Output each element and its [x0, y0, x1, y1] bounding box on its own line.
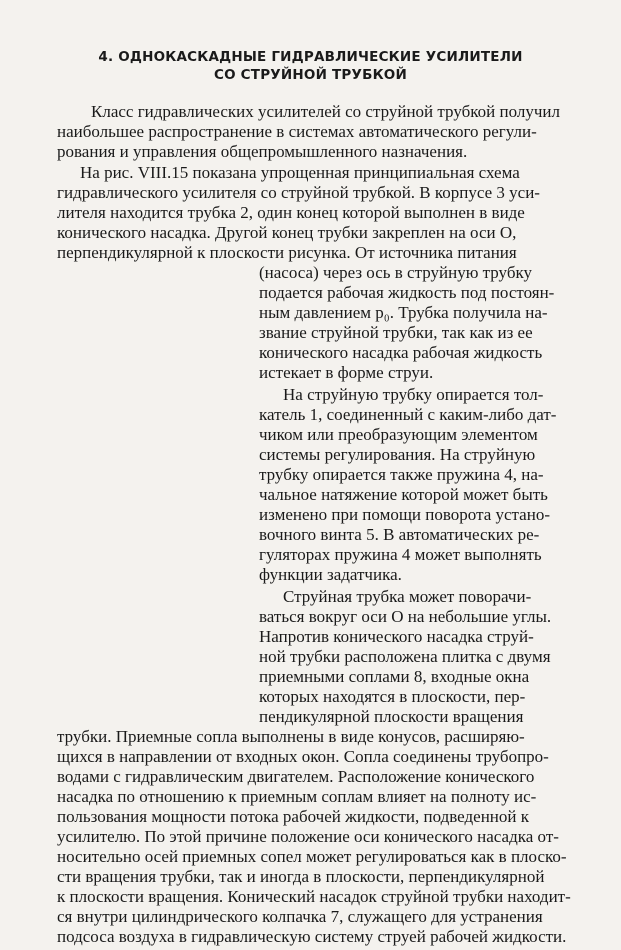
para2-line: ным давлением p₀. Трубка получила на- — [259, 303, 548, 322]
para4-line: пендикулярной плоскости вращения — [259, 707, 524, 726]
para4-line: Струйная трубка может поворачи- — [283, 587, 532, 606]
para2-line: гидравлического усилителя со струйной трубкой. В корпусе 3 уси- — [57, 183, 540, 202]
para4-line: щихся в направлении от входных окон. Сопла соединены трубопро- — [57, 747, 549, 766]
para4-line: трубки. Приемные сопла выполнены в виде конусов, расширяю- — [57, 727, 525, 746]
para4-line: ся внутри цилиндрического колпачка 7, служащего для устранения — [57, 907, 543, 926]
para3-line: системы регулирования. На струйную — [259, 445, 536, 464]
para2-line: (насоса) через ось в струйную трубку — [259, 263, 533, 282]
para2-line: лителя находится трубка 2, один конец которой выполнен в виде — [57, 203, 525, 222]
para4-line: которых находятся в плоскости, пер- — [259, 687, 526, 706]
para4-line: усилителю. По этой причине положение оси конического насадка от- — [57, 827, 559, 846]
para3-line: чиком или преобразующим элементом — [259, 425, 538, 444]
para3-line: функции задатчика. — [259, 565, 402, 584]
para4-line: приемными соплами 8, входные окна — [259, 667, 530, 686]
para4-line: пользования мощности потока рабочей жидкости, подведенной к — [57, 807, 529, 826]
para3-line: изменено при помощи поворота устано- — [259, 505, 550, 524]
para4-line: ваться вокруг оси О на небольшие углы. — [259, 607, 552, 626]
para2-line: конического насадка. Другой конец трубки закреплен на оси О, — [57, 223, 517, 242]
para3-line: чальное натяжение которой может быть — [259, 485, 548, 504]
para3-line: трубку опирается также пружина 4, на- — [259, 465, 544, 484]
para4-line: подсоса воздуха в гидравлическую систему струей рабочей жидкости. — [57, 927, 567, 946]
para4-line: насадка по отношению к приемным соплам влияет на полноту ис- — [57, 787, 537, 806]
para4-line: сти вращения трубки, так и иногда в плоскости, перпендикулярной — [57, 867, 545, 886]
para2-line: подается рабочая жидкость под постоян- — [259, 283, 555, 302]
para2-line: перпендикулярной к плоскости рисунка. От источника питания — [57, 243, 517, 262]
para2-line: звание струйной трубки, так как из ее — [259, 323, 533, 342]
para3-line: На струйную трубку опирается тол- — [283, 385, 544, 404]
para3-line: гуляторах пружина 4 может выполнять — [259, 545, 542, 564]
para1-line: наибольшее распространение в системах автоматического регули- — [57, 122, 537, 141]
para2-line: истекает в форме струи. — [259, 363, 434, 382]
para4-line: Напротив конического насадка струй- — [259, 627, 534, 646]
para4-line: водами с гидравлическим двигателем. Расположение конического — [57, 767, 535, 786]
para1-line: рования и управления общепромышленного назначения. — [57, 142, 468, 161]
para3-line: катель 1, соединенный с каким-либо дат- — [259, 405, 557, 424]
section-heading-line-1: 4. ОДНОКАСКАДНЫЕ ГИДРАВЛИЧЕСКИЕ УСИЛИТЕЛИ — [98, 49, 523, 65]
para4-line: носительно осей приемных сопел может регулироваться как в плоско- — [57, 847, 567, 866]
para2-line: конического насадка рабочая жидкость — [259, 343, 543, 362]
para4-line: к плоскости вращения. Конический насадок струйной трубки находит- — [57, 887, 571, 906]
para2-line: На рис. VIII.15 показана упрощенная принципиальная схема — [80, 163, 520, 182]
section-heading-line-2: СО СТРУЙНОЙ ТРУБКОЙ — [214, 67, 407, 83]
para3-line: вочного винта 5. В автоматических ре- — [259, 525, 540, 544]
para4-line: ной трубки расположена плитка с двумя — [259, 647, 551, 666]
para1-line: Класс гидравлических усилителей со струйной трубкой получил — [91, 102, 560, 121]
